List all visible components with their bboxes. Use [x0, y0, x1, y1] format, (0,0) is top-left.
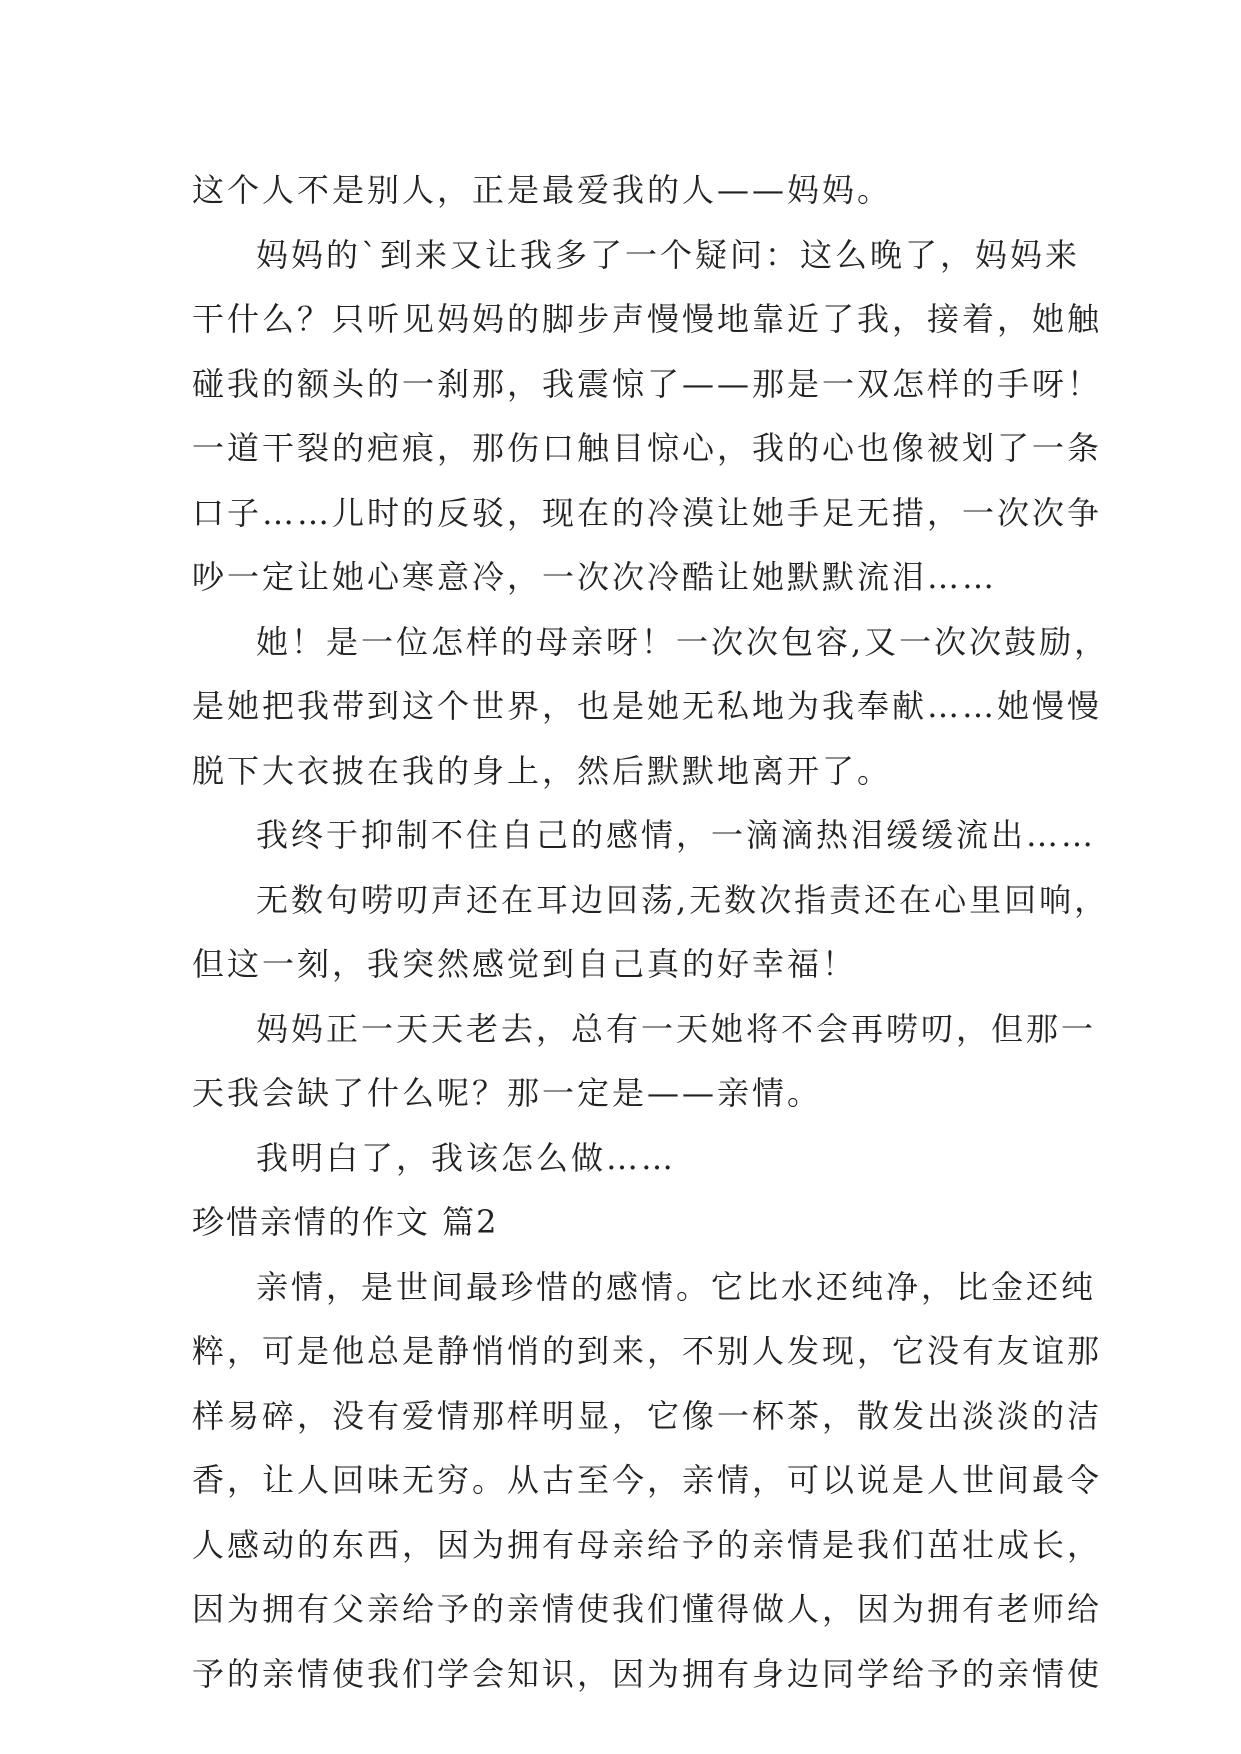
section-heading: 珍惜亲情的作文 篇2 — [192, 1203, 499, 1241]
paragraph-start-line: 妈妈的`到来又让我多了一个疑问：这么晚了，妈妈来 — [256, 235, 1081, 274]
text-line: 碰我的额头的一刹那，我震惊了——那是一双怎样的手呀！ — [192, 364, 1103, 403]
document-body — [192, 158, 1110, 1706]
text-line: 粹，可是他总是静悄悄的到来，不别人发现，它没有友谊那 — [192, 1332, 1103, 1370]
text-line: 一道干裂的疤痕，那伤口触目惊心，我的心也像被划了一条 — [192, 429, 1103, 467]
text-line: 这个人不是别人，正是最爱我的人——妈妈。 — [192, 171, 893, 209]
text-line: 予的亲情使我们学会知识，因为拥有身边同学给予的亲情使 — [192, 1654, 1103, 1693]
text-line: 人感动的东西，因为拥有母亲给予的亲情是我们茁壮成长， — [192, 1525, 1103, 1564]
paragraph-start-line: 妈妈正一天天老去，总有一天她将不会再唠叨，但那一 — [256, 1009, 1097, 1048]
text-line: 脱下大衣披在我的身上，然后默默地离开了。 — [192, 751, 893, 790]
text-line: 因为拥有父亲给予的亲情使我们懂得做人，因为拥有老师给 — [192, 1590, 1103, 1628]
text-line: 但这一刻，我突然感觉到自己真的好幸福！ — [192, 945, 858, 983]
text-line: 吵一定让她心寒意冷，一次次冷酷让她默默流泪…… — [192, 558, 998, 596]
paragraph-start-line: 无数句唠叨声还在耳边回荡,无数次指责还在心里回响， — [256, 880, 1110, 919]
text-line: 样易碎，没有爱情那样明显，它像一杯茶，散发出淡淡的洁 — [192, 1396, 1103, 1435]
text-line: 口子……儿时的反驳，现在的冷漠让她手足无措，一次次争 — [192, 493, 1103, 532]
text-line: 干什么？只听见妈妈的脚步声慢慢地靠近了我，接着，她触 — [192, 300, 1103, 338]
paragraph-start-line: 我终于抑制不住自己的感情，一滴滴热泪缓缓流出…… — [256, 816, 1097, 854]
paragraph-start-line: 她！是一位怎样的母亲呀！一次次包容,又一次次鼓励， — [256, 622, 1110, 661]
paragraph-start-line: 亲情，是世间最珍惜的感情。它比水还纯净，比金还纯 — [256, 1267, 1097, 1306]
text-line: 是她把我带到这个世界，也是她无私地为我奉献……她慢慢 — [192, 687, 1103, 725]
text-line: 香，让人回味无穷。从古至今，亲情，可以说是人世间最令 — [192, 1461, 1103, 1499]
paragraph-start-line: 我明白了，我该怎么做…… — [256, 1138, 677, 1177]
text-line: 天我会缺了什么呢？那一定是——亲情。 — [192, 1074, 823, 1112]
